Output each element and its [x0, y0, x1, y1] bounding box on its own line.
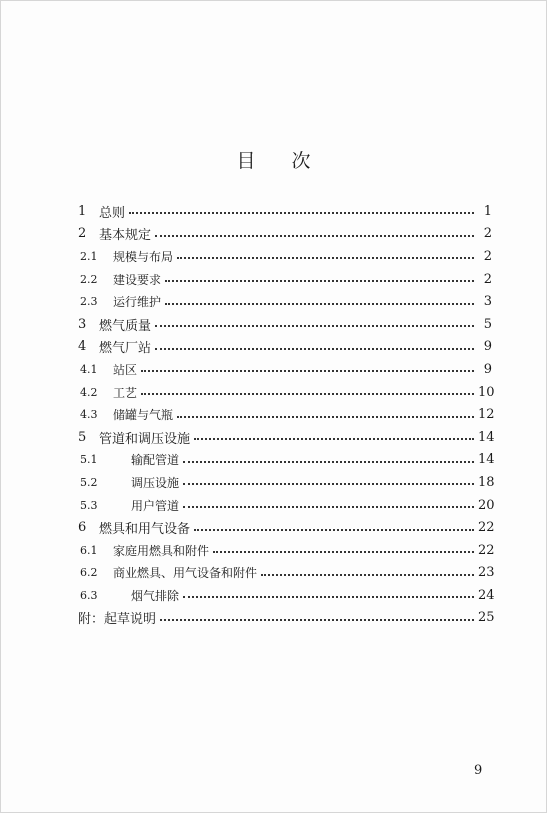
toc-entry[interactable] [78, 245, 492, 268]
toc-entry[interactable] [78, 358, 492, 381]
toc-entry-label: 输配管道 [131, 453, 180, 468]
toc-entry-number: 3 [78, 316, 87, 332]
toc-entry-label: 基本规定 [99, 228, 152, 244]
toc-entry-label: 运行维护 [113, 295, 162, 310]
toc-entry-page: 2 [483, 248, 492, 264]
toc-entry-page: 14 [478, 429, 495, 445]
toc-entry-number: 1 [78, 203, 87, 219]
toc-entry-label: 规模与布局 [113, 249, 174, 264]
toc-entry-page: 1 [483, 203, 492, 219]
toc-entry-page: 9 [483, 361, 492, 377]
toc-leader-dots [155, 235, 474, 237]
toc-entry-number: 5.2 [80, 475, 98, 489]
toc-entry-number: 4.2 [80, 385, 98, 399]
toc-leader-dots [194, 438, 474, 440]
toc-leader-dots [183, 506, 474, 508]
toc-entry[interactable] [78, 539, 495, 562]
toc-entry[interactable] [78, 403, 495, 426]
toc-entry-page: 14 [478, 452, 495, 468]
toc-entry[interactable] [78, 336, 492, 359]
toc-entry-number: 2.1 [80, 249, 98, 263]
toc-entry-label: 站区 [113, 362, 138, 377]
toc-entry-label: 建设要求 [113, 272, 162, 287]
toc-leader-dots [213, 551, 474, 553]
toc-entry-label: 燃气质量 [99, 318, 152, 334]
toc-entry-label: 烟气排除 [131, 588, 180, 603]
toc-leader-dots [177, 416, 474, 418]
toc-leader-dots [160, 619, 474, 621]
toc-entry[interactable] [78, 607, 495, 630]
toc-entry-number: 6.3 [80, 588, 98, 602]
toc-leader-dots [141, 370, 474, 372]
toc-entry-number: 4.3 [80, 408, 98, 422]
toc-entry-number: 2 [78, 226, 87, 242]
toc-entry-page: 18 [478, 474, 495, 490]
toc-entry-number: 5.1 [80, 453, 98, 467]
toc-entry-page: 25 [478, 610, 495, 626]
toc-leader-dots [141, 393, 474, 395]
toc-entry-label: 管道和调压设施 [99, 431, 191, 447]
toc-entry-page: 24 [478, 587, 495, 603]
toc-entry-label: 工艺 [113, 385, 138, 400]
toc-leader-dots [155, 325, 474, 327]
toc-leader-dots [129, 212, 474, 214]
toc-entry[interactable] [78, 290, 492, 313]
toc-entry-number: 4 [78, 339, 87, 355]
toc-entry[interactable] [78, 449, 495, 472]
toc-entry-label: 调压设施 [131, 475, 180, 490]
toc-leader-dots [183, 596, 474, 598]
toc-entry-page: 5 [483, 316, 492, 332]
toc-entry[interactable] [78, 223, 492, 246]
title-char-right: 次 [291, 150, 311, 172]
toc-entry-label: 燃具和用气设备 [99, 522, 191, 538]
toc-entry[interactable] [78, 313, 492, 336]
toc-entry[interactable] [78, 471, 495, 494]
table-of-contents [78, 200, 495, 629]
toc-entry-page: 9 [483, 339, 492, 355]
toc-entry-page: 20 [478, 497, 495, 513]
toc-entry-number: 6 [78, 520, 87, 536]
toc-entry-page: 2 [483, 226, 492, 242]
toc-entry[interactable] [78, 426, 495, 449]
toc-entry-label: 商业燃具、用气设备和附件 [113, 566, 258, 581]
page-title [1, 146, 546, 173]
toc-entry-label: 储罐与气瓶 [113, 408, 174, 423]
toc-entry[interactable] [78, 494, 495, 517]
toc-entry-label: 用户管道 [131, 498, 180, 513]
toc-entry-number: 6.2 [80, 566, 98, 580]
toc-leader-dots [177, 257, 474, 259]
toc-entry-page: 12 [478, 407, 495, 423]
toc-entry-number: 2.3 [80, 295, 98, 309]
toc-entry-label: 总则 [99, 205, 126, 221]
toc-entry[interactable] [78, 562, 495, 585]
toc-leader-dots [155, 348, 474, 350]
toc-entry-page: 23 [478, 565, 495, 581]
toc-leader-dots [261, 574, 474, 576]
toc-entry-label: 附：起草说明 [78, 612, 157, 628]
toc-entry[interactable] [78, 200, 492, 223]
title-char-left: 目 [236, 150, 256, 172]
toc-leader-dots [165, 303, 474, 305]
page-number: 9 [474, 763, 483, 778]
toc-entry[interactable] [78, 584, 495, 607]
toc-entry-label: 燃气厂站 [99, 341, 152, 357]
toc-leader-dots [183, 483, 474, 485]
toc-leader-dots [165, 280, 474, 282]
toc-entry[interactable] [78, 516, 495, 539]
toc-entry-number: 5.3 [80, 498, 98, 512]
toc-entry-page: 22 [478, 542, 495, 558]
toc-entry-page: 22 [478, 520, 495, 536]
toc-entry-number: 5 [78, 429, 87, 445]
toc-entry-number: 4.1 [80, 362, 98, 376]
toc-leader-dots [194, 529, 474, 531]
toc-entry-number: 6.1 [80, 543, 98, 557]
toc-entry[interactable] [78, 268, 492, 291]
toc-entry-page: 3 [483, 294, 492, 310]
toc-entry-number: 2.2 [80, 272, 98, 286]
toc-entry-label: 家庭用燃具和附件 [113, 543, 210, 558]
toc-leader-dots [183, 461, 474, 463]
toc-entry[interactable] [78, 381, 495, 404]
toc-entry-page: 2 [483, 271, 492, 287]
toc-entry-page: 10 [478, 384, 495, 400]
